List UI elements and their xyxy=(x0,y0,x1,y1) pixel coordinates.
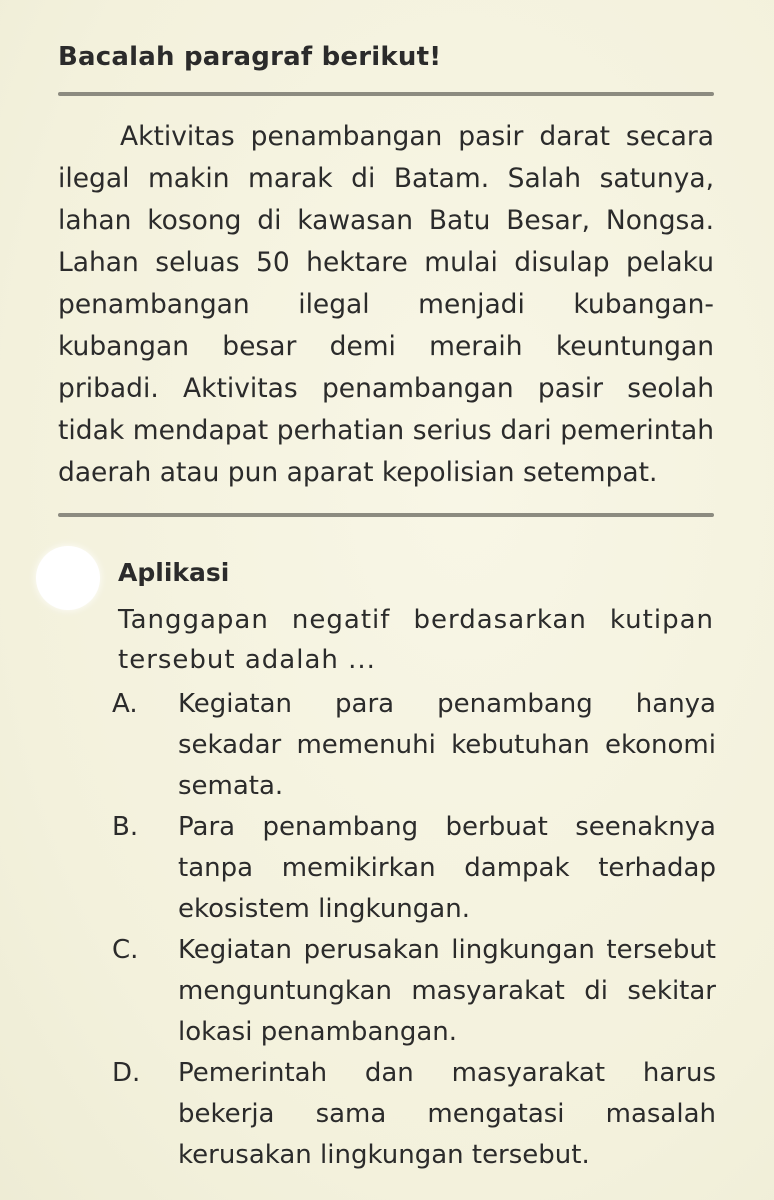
option-d[interactable] xyxy=(112,1053,716,1176)
option-d-text: Pemerintah dan masyarakat harus bekerja sama mengatasi masalah kerusakan lingkungan tersebut. xyxy=(178,1058,716,1170)
option-b-text: Para penambang berbuat seenaknya tanpa memikirkan dampak terhadap ekosistem lingkungan. xyxy=(178,812,716,924)
section-marker-circle xyxy=(36,546,100,610)
option-a-text: Kegiatan para penambang hanya sekadar memenuhi kebutuhan ekonomi semata. xyxy=(178,689,716,801)
passage-paragraph: Aktivitas penambangan pasir darat secara ilegal makin marak di Batam. Salah satunya, lahan kosong di kawasan Batu Besar, Nongsa. Lahan seluas 50 hektare mulai disulap pelaku penambangan ilegal menjadi kubangan-kubangan besar demi meraih keuntungan pribadi. Aktivitas penambangan pasir seolah tidak mendapat perhatian serius dari pemerintah daerah atau pun aparat kepolisian setempat. xyxy=(58,121,714,488)
option-c-text: Kegiatan perusakan lingkungan tersebut menguntungkan masyarakat di sekitar lokasi penambangan. xyxy=(178,935,716,1047)
option-b-letter: B. xyxy=(112,812,139,842)
instruction-heading: Bacalah paragraf berikut! xyxy=(58,42,442,72)
passage-top-divider xyxy=(58,92,714,96)
option-a[interactable] xyxy=(112,684,716,807)
option-c-letter: C. xyxy=(112,935,139,965)
answer-options xyxy=(112,684,716,1176)
application-heading: Aplikasi xyxy=(118,558,230,587)
option-b[interactable] xyxy=(112,807,716,930)
option-a-letter: A. xyxy=(112,689,138,719)
option-c[interactable] xyxy=(112,930,716,1053)
passage-bottom-divider xyxy=(58,513,714,517)
question-text: Tanggapan negatif berdasarkan kutipan tersebut adalah ... xyxy=(118,605,714,675)
option-d-letter: D. xyxy=(112,1058,141,1088)
